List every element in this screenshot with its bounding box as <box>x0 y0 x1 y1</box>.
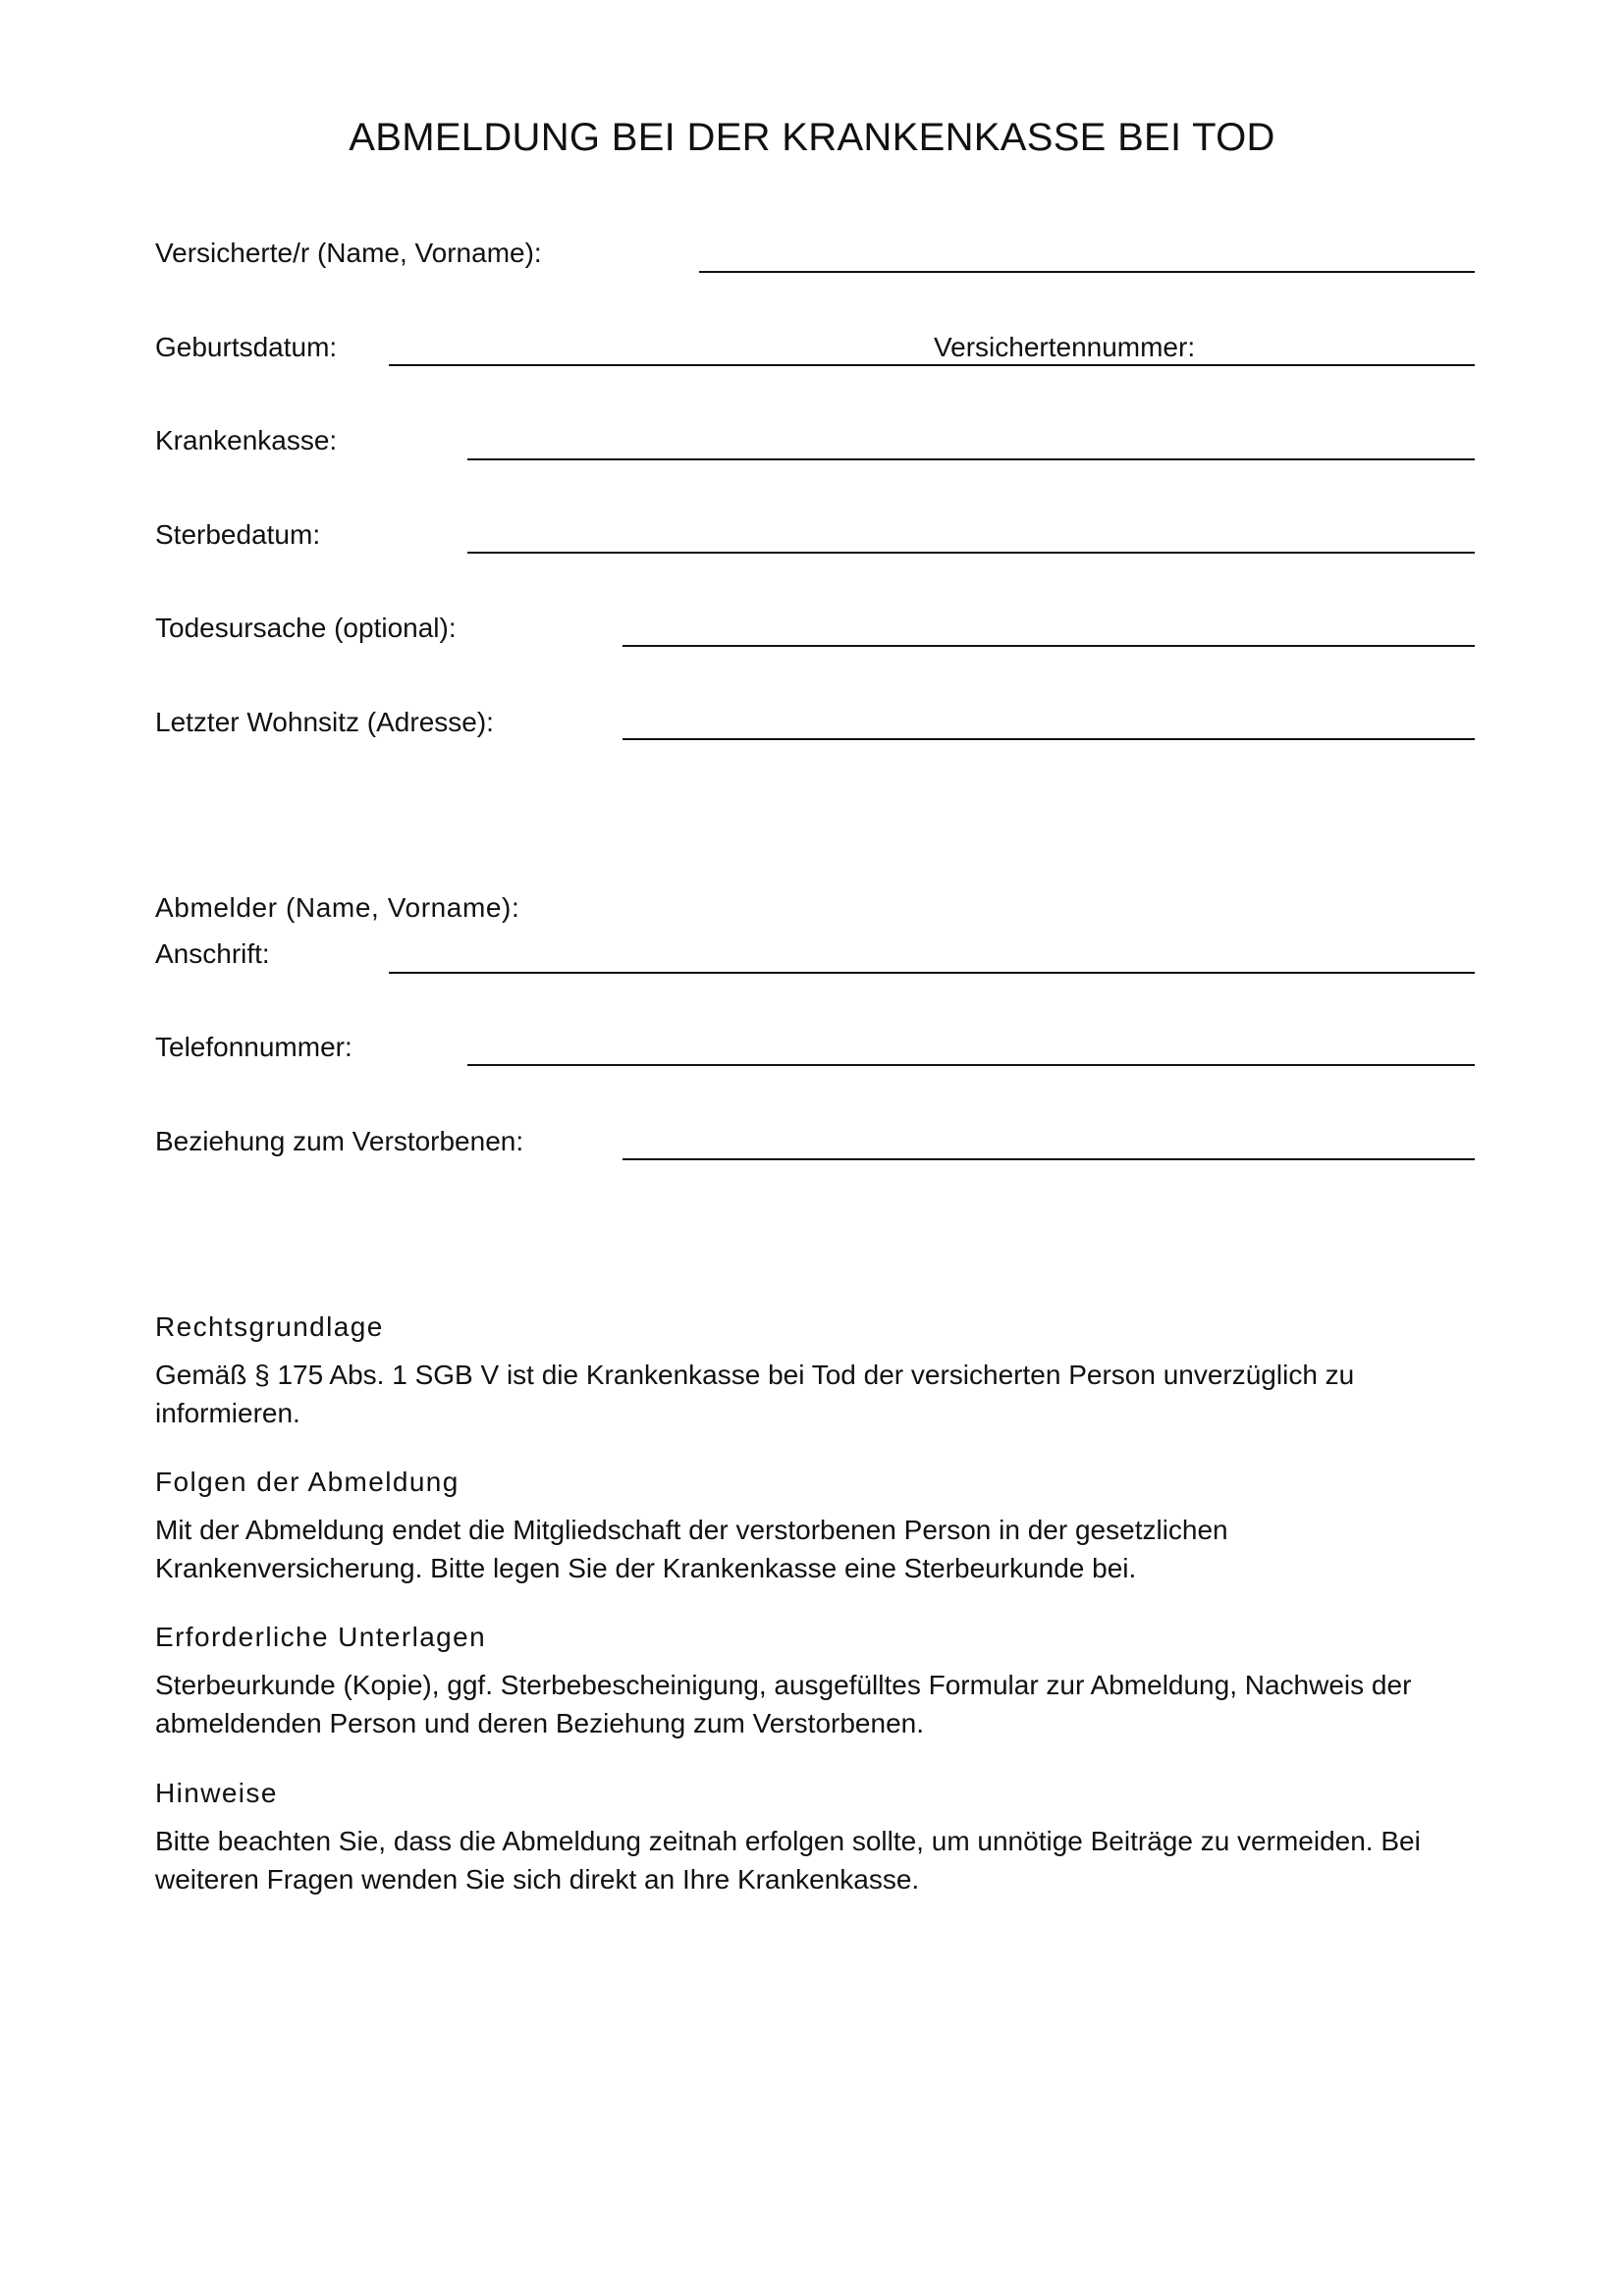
wohnsitz-field[interactable] <box>623 738 1475 740</box>
beziehung-field[interactable] <box>623 1158 1475 1160</box>
todesursache-label: Todesursache (optional): <box>155 613 457 643</box>
geburtsdatum-field[interactable] <box>389 364 1475 366</box>
section-text-rechtsgrundlage: Gemäß § 175 Abs. 1 SGB V ist die Krankenkasse bei Tod der versicherten Person unverzüglich zu informieren. <box>155 1360 1355 1428</box>
document-title: ABMELDUNG BEI DER KRANKENKASSE BEI TOD <box>349 116 1275 159</box>
wohnsitz-label: Letzter Wohnsitz (Adresse): <box>155 707 494 737</box>
section-text-folgen: Mit der Abmeldung endet die Mitgliedschaft der verstorbenen Person in der gesetzlichen Krankenversicherung. Bitte legen Sie der Krankenkasse eine Sterbeurkunde bei. <box>155 1515 1228 1583</box>
sterbedatum-field[interactable] <box>467 552 1475 554</box>
section-heading-hinweise: Hinweise <box>155 1778 278 1808</box>
section-text-hinweise: Bitte beachten Sie, dass die Abmeldung zeitnah erfolgen sollte, um unnötige Beiträge zu vermeiden. Bei weiteren Fragen wenden Sie sich direkt an Ihre Krankenkasse. <box>155 1826 1421 1895</box>
sterbedatum-label: Sterbedatum: <box>155 519 321 550</box>
beziehung-label: Beziehung zum Verstorbenen: <box>155 1126 524 1156</box>
anschrift-field[interactable] <box>389 972 1475 974</box>
section-heading-unterlagen: Erforderliche Unterlagen <box>155 1622 487 1652</box>
versicherte-label: Versicherte/r (Name, Vorname): <box>155 238 542 268</box>
section-text-unterlagen: Sterbeurkunde (Kopie), ggf. Sterbebescheinigung, ausgefülltes Formular zur Abmeldung, Nachweis der abmeldenden Person und deren Beziehung zum Verstorbenen. <box>155 1670 1412 1738</box>
todesursache-field[interactable] <box>623 645 1475 647</box>
versichertennummer-label: Versichertennummer: <box>934 332 1196 362</box>
versicherte-field[interactable] <box>699 271 1475 273</box>
abmelder-label: Abmelder (Name, Vorname): <box>155 892 520 923</box>
telefon-field[interactable] <box>467 1064 1475 1066</box>
krankenkasse-field[interactable] <box>467 458 1475 460</box>
krankenkasse-label: Krankenkasse: <box>155 425 338 455</box>
geburtsdatum-label: Geburtsdatum: <box>155 332 338 362</box>
section-heading-rechtsgrundlage: Rechtsgrundlage <box>155 1311 384 1342</box>
section-heading-folgen: Folgen der Abmeldung <box>155 1467 460 1497</box>
telefon-label: Telefonnummer: <box>155 1032 352 1062</box>
anschrift-label: Anschrift: <box>155 938 270 969</box>
